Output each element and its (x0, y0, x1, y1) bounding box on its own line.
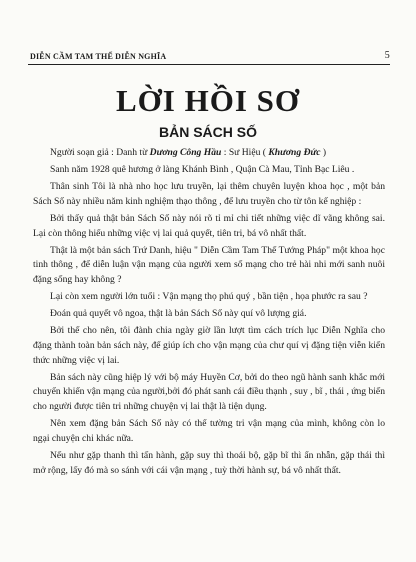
author-name: Dương Công Hầu (149, 147, 222, 158)
author-line: Người soạn giả : Danh từ Dương Công Hầu : Sư Hiệu ( Khương Đức ) (50, 147, 327, 158)
section-subtitle: BẢN SÁCH SỐ (158, 124, 257, 140)
paragraph: Thật là một bản sách Trứ Danh, hiệu " Diễn Cầm Tam Thế Tướng Pháp" một khoa học tinh thông , để diễn luận vận mạng của người xem số mạng cho trẻ hài nhi mới sanh nuôi đặng sống hay không ? (33, 244, 385, 286)
paragraph: Thân sinh Tôi là nhà nho học lưu truyền, lại thêm chuyên luyện khoa học , một bản Sách Số này nhiều năm kinh nghiệm thạo thông , để lưu truyền cho từ tôn kế nghiệp : (33, 180, 385, 207)
paragraph: Nếu như gặp thanh thì tấn hành, gặp suy thì thoái bộ, gặp bĩ thì ẩn nhẫn, gặp thái thì mở rộng, lấy đó mà so sánh với cái vận mạng , tuỳ thời hành sự, bá vô nhất thất. (33, 450, 385, 476)
paragraph: Sanh năm 1928 quê hương ở làng Khánh Bình , Quận Cà Mau, Tỉnh Bạc Liêu . (50, 163, 355, 175)
paragraph: Bởi thấy quả thật bản Sách Số này nói rõ tỉ mỉ chi tiết những việc dĩ vãng không sai. Lại còn thông hiểu những việc vị lai quả quyết, tiên tri, bá vô nhất thất. (33, 212, 385, 239)
body-text (33, 146, 385, 481)
running-title: DIỄN CẦM TAM THẾ DIỄN NGHĨA (30, 52, 167, 61)
paragraph: Bởi thế cho nên, tôi đành chia ngày giờ lần lượt tìm cách trích lục Diễn Nghĩa cho đặng thành toàn bản sách này, để giúp ích cho vận mạng của chư quí vị đặng tiện viễn kiến thức những việc vị lai. (33, 325, 385, 366)
author-alias: Khương Đức (268, 147, 321, 158)
paragraph: Bản sách này cũng hiệp lý với bộ máy Huyền Cơ, bởi do theo ngũ hành sanh khắc mới chuyển khiến vận mạng của người,bởi đó phát sanh cái điều thạnh , suy , bĩ , thái , ứng biến cho người được tiên tri những chuyện vị lai thật là tiện dụng. (33, 371, 385, 413)
page-number: 5 (384, 50, 390, 61)
paragraph: Lại còn xem người lớn tuổi : Vận mạng thọ phú quý , bần tiện , họa phước ra sau ? (50, 291, 368, 303)
paragraph: Nên xem đặng bản Sách Số này có thể tường tri vận mạng của mình, không còn lo ngại chuyện chi khác nữa. (33, 418, 385, 445)
running-header (28, 50, 390, 65)
page-title: LỜI HỒI SƠ (116, 83, 300, 118)
paragraph: Đoán quả quyết vô ngoa, thật là bản Sách Số này quí vô lượng giá. (50, 308, 307, 320)
